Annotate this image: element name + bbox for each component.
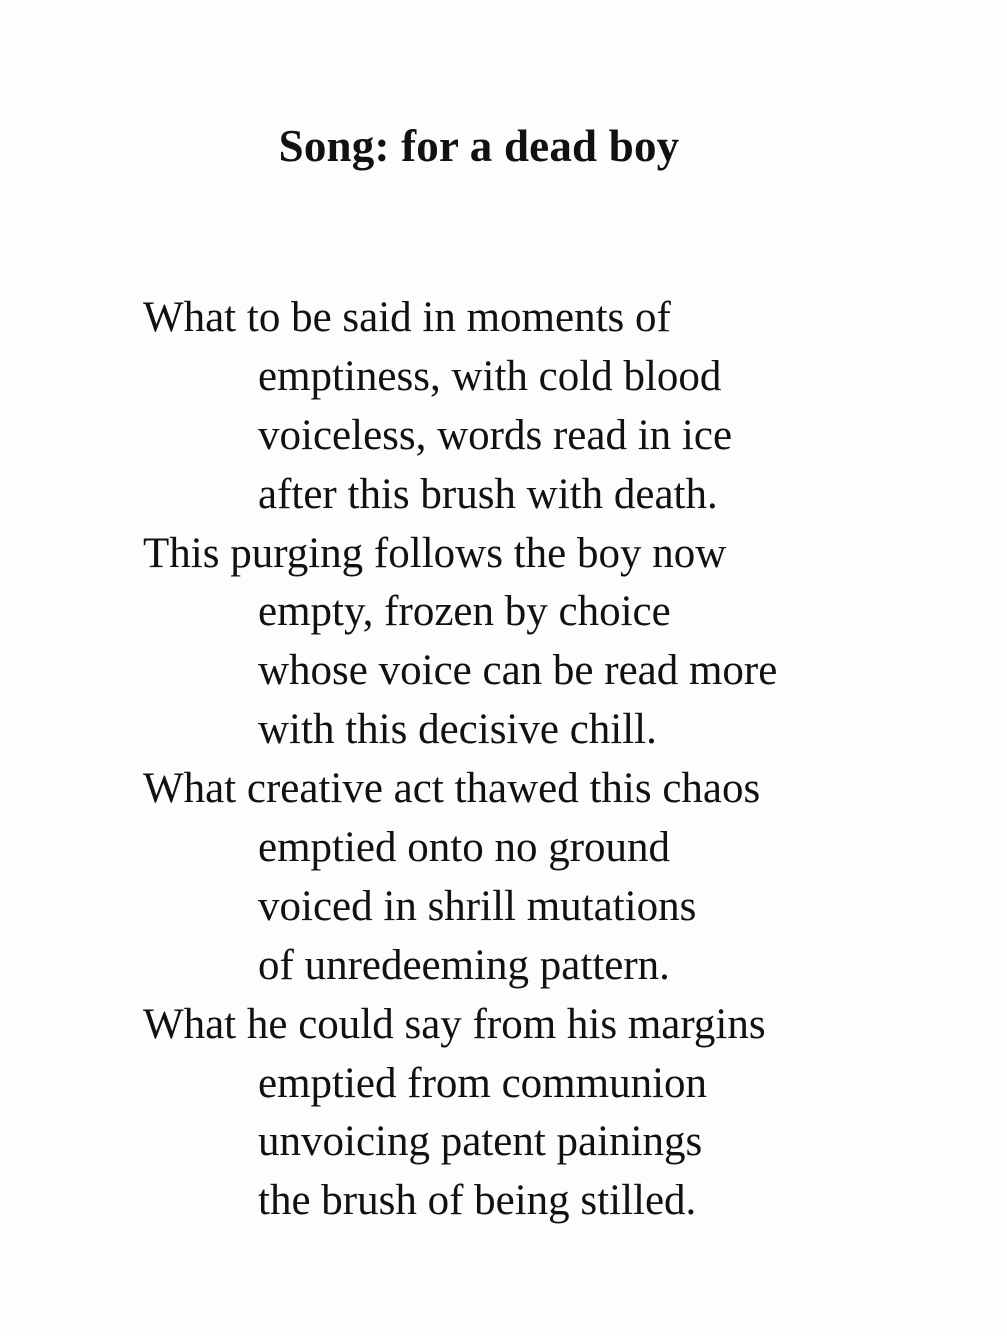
poem-line: whose voice can be read more: [258, 647, 778, 695]
poem-line: unvoicing patent painings: [258, 1118, 703, 1166]
stanza-4: [143, 996, 983, 1232]
poem-line: voiced in shrill mutations: [258, 882, 697, 930]
poem-line: emptiness, with cold blood: [258, 352, 722, 400]
poem-line: voiceless, words read in ice: [258, 411, 733, 459]
poem-line: What he could say from his margins: [143, 1000, 766, 1048]
poem-line: This purging follows the boy now: [143, 529, 727, 577]
stanza-2: [143, 525, 983, 761]
poem-title: Song: for a dead boy: [278, 121, 680, 171]
poem-line: What creative act thawed this chaos: [143, 765, 761, 813]
poem-line: emptied from communion: [258, 1059, 708, 1107]
poem-line: with this decisive chill.: [258, 706, 657, 754]
poem-line: after this brush with death.: [258, 470, 718, 518]
poem-line: empty, frozen by choice: [258, 588, 671, 636]
stanza-1: [143, 289, 983, 525]
poem-line: of unredeeming pattern.: [258, 941, 670, 989]
poem-line: the brush of being stilled.: [258, 1177, 697, 1225]
poem-body: [143, 289, 983, 1231]
poem-line: What to be said in moments of: [143, 294, 671, 341]
poem-line: emptied onto no ground: [258, 824, 671, 872]
stanza-3: [143, 760, 983, 996]
